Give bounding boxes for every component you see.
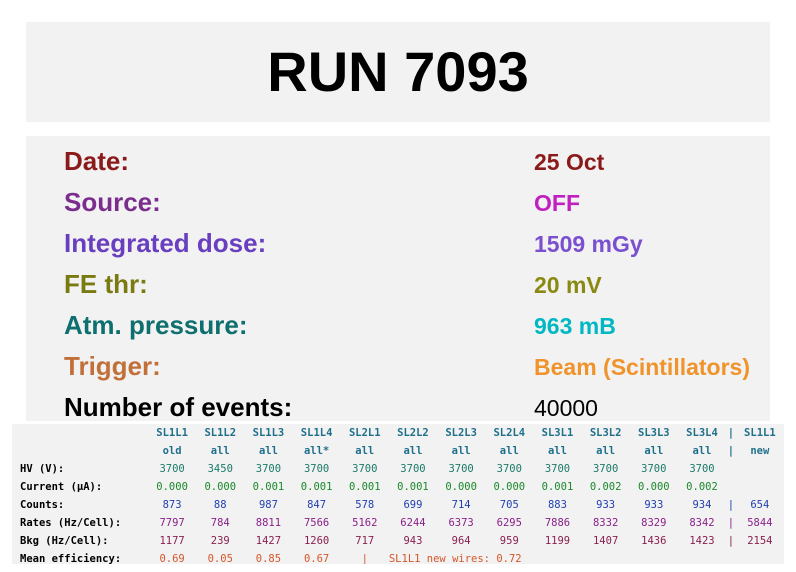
table-cell: 0.67	[303, 553, 330, 564]
table-column-header: all	[403, 445, 423, 457]
table-column-header: SL3L4	[686, 427, 718, 439]
table-cell: 0.05	[207, 553, 233, 564]
table-column-header: SL1L3	[252, 427, 285, 439]
table-cell: 5162	[352, 517, 378, 529]
table-head	[12, 424, 784, 460]
table-cell: 1427	[255, 535, 282, 547]
table-row	[12, 478, 784, 496]
table-cell: 699	[403, 499, 423, 511]
info-value: 40000	[534, 395, 598, 421]
table-cell: 0.000	[156, 481, 188, 493]
table-cell: 3700	[689, 463, 715, 475]
info-row	[64, 228, 754, 269]
table-column-header: SL1L1	[156, 427, 188, 439]
info-value: OFF	[534, 190, 580, 216]
table-cell: 88	[213, 499, 227, 511]
title-banner	[26, 22, 770, 122]
info-value: 963 mB	[534, 313, 616, 339]
table-corner-cell	[12, 424, 148, 442]
table-corner-cell	[12, 442, 148, 460]
table-cell: 0.000	[445, 481, 477, 493]
table-cell: 1423	[689, 535, 715, 547]
table-column-header: old	[162, 445, 182, 457]
info-label: Trigger:	[64, 351, 161, 381]
table-cell: 6373	[448, 517, 474, 529]
table-cell	[726, 460, 736, 478]
table-cell: 934	[692, 499, 712, 511]
table-cell: 0.001	[397, 481, 429, 493]
table-row	[12, 550, 784, 564]
table-cell: 3700	[255, 463, 282, 475]
table-row-header: Mean efficiency:	[20, 553, 122, 564]
table-cell: 964	[451, 535, 471, 547]
table-header-row-superlayers	[12, 424, 784, 442]
table-column-header: all	[355, 445, 375, 457]
table-cell: 0.001	[348, 481, 381, 493]
table-cell: 3700	[352, 463, 378, 475]
info-label: Date:	[64, 146, 130, 176]
info-value: 20 mV	[534, 272, 602, 298]
info-value: 25 Oct	[534, 149, 605, 175]
table-column-header: SL2L2	[397, 427, 429, 439]
table-cell: 0.69	[159, 553, 185, 564]
table-cell: 1407	[592, 535, 619, 547]
info-label: Number of events:	[64, 392, 293, 422]
table-row-header: Rates (Hz/Cell):	[20, 517, 122, 529]
table-cell: 7566	[303, 517, 330, 529]
table-cell: 0.001	[541, 481, 574, 493]
info-value: 1509 mGy	[534, 231, 643, 257]
table-column-header: SL2L4	[493, 427, 526, 439]
table-cell: 943	[403, 535, 423, 547]
table-cell: 0.85	[255, 553, 282, 564]
table-cell: 8342	[689, 517, 715, 529]
table-cell: 5844	[747, 517, 773, 529]
table-cell: 6244	[400, 517, 426, 529]
table-column-header: new	[750, 445, 770, 457]
table-cell: 8329	[641, 517, 667, 529]
table-cell: 3700	[159, 463, 185, 475]
table-cell: 1199	[544, 535, 571, 547]
info-label: FE thr:	[64, 269, 148, 299]
table-cell: 705	[499, 499, 519, 511]
table-column-header: all	[596, 445, 616, 457]
table-cell: 8332	[592, 517, 619, 529]
table-note-cell: SL1L1 new wires: 0.72	[388, 553, 522, 564]
table-cell: 3700	[400, 463, 426, 475]
table-column-header: SL3L3	[638, 427, 670, 439]
table-cell: 3700	[592, 463, 619, 475]
info-row	[64, 146, 754, 187]
table-row-header: HV (V):	[20, 463, 65, 475]
table-cell: 933	[596, 499, 616, 511]
table-cell: 8811	[255, 517, 282, 529]
channel-stats-panel	[12, 424, 784, 564]
table-cell: 0.000	[638, 481, 670, 493]
table-column-header: |	[727, 445, 735, 457]
table-column-header: all	[692, 445, 712, 457]
table-cell: 7886	[544, 517, 571, 529]
table-cell: 0.001	[252, 481, 285, 493]
table-cell: 239	[210, 535, 230, 547]
table-column-header: all	[451, 445, 471, 457]
table-column-header: SL1L2	[204, 427, 237, 439]
table-column-header: |	[727, 427, 735, 439]
info-value: Beam (Scintillators)	[534, 354, 750, 380]
table-cell: 654	[750, 499, 770, 511]
table-cell: |	[727, 535, 735, 547]
table-column-header: all	[499, 445, 519, 457]
table-column-header: SL3L1	[541, 427, 574, 439]
table-header-row-wiretype	[12, 442, 784, 460]
table-cell	[726, 478, 736, 496]
table-column-header: all	[210, 445, 230, 457]
table-row	[12, 532, 784, 550]
table-row	[12, 496, 784, 514]
table-cell: 873	[162, 499, 182, 511]
table-column-header: all	[258, 445, 278, 457]
channel-stats-table	[12, 424, 784, 564]
table-column-header: SL2L1	[348, 427, 381, 439]
table-cell: 3700	[496, 463, 522, 475]
info-row	[64, 310, 754, 351]
table-cell	[736, 460, 784, 478]
table-cell: 578	[355, 499, 375, 511]
table-cell	[736, 478, 784, 496]
table-cell: 0.000	[204, 481, 237, 493]
table-cell: 3700	[303, 463, 330, 475]
info-label: Source:	[64, 187, 161, 217]
table-column-header: SL3L2	[589, 427, 622, 439]
info-row	[64, 269, 754, 310]
table-cell: 3700	[641, 463, 667, 475]
table-cell: 959	[499, 535, 519, 547]
run-info-list	[64, 146, 754, 433]
table-cell: 3700	[448, 463, 474, 475]
table-cell: 2154	[747, 535, 773, 547]
page-title: RUN 7093	[267, 40, 529, 103]
table-row	[12, 460, 784, 478]
table-column-header: all*	[303, 445, 330, 457]
table-cell: 0.000	[493, 481, 526, 493]
table-cell: 0.001	[300, 481, 333, 493]
table-row-header: Counts:	[20, 499, 65, 511]
table-column-header: SL1L1	[744, 427, 776, 439]
table-cell: 847	[307, 499, 327, 511]
table-cell: 714	[451, 499, 471, 511]
table-row-header: Bkg (Hz/Cell):	[20, 535, 109, 547]
info-label: Integrated dose:	[64, 228, 267, 258]
table-cell: 784	[210, 517, 230, 529]
table-cell: 1177	[159, 535, 185, 547]
table-cell: 1436	[641, 535, 667, 547]
table-cell: 717	[355, 535, 375, 547]
info-row	[64, 187, 754, 228]
table-cell: 3700	[544, 463, 571, 475]
table-column-header: SL2L3	[445, 427, 477, 439]
table-cell: 0.002	[686, 481, 718, 493]
table-cell: 883	[547, 499, 567, 511]
table-cell: 933	[644, 499, 664, 511]
info-label: Atm. pressure:	[64, 310, 248, 340]
table-cell: 0.002	[589, 481, 622, 493]
table-body	[12, 460, 784, 564]
table-column-header: SL1L4	[300, 427, 333, 439]
table-cell: |	[727, 517, 735, 529]
table-cell: 7797	[159, 517, 185, 529]
table-cell: 6295	[496, 517, 522, 529]
table-cell: |	[727, 499, 735, 511]
run-info-panel	[26, 136, 770, 421]
info-row	[64, 351, 754, 392]
table-row	[12, 514, 784, 532]
table-cell: 1260	[303, 535, 330, 547]
table-column-header: all	[644, 445, 664, 457]
table-cell: 987	[258, 499, 278, 511]
table-cell: 3450	[207, 463, 233, 475]
table-row-header: Current (µA):	[20, 481, 103, 493]
table-column-header: all	[547, 445, 567, 457]
table-cell: |	[361, 553, 368, 564]
